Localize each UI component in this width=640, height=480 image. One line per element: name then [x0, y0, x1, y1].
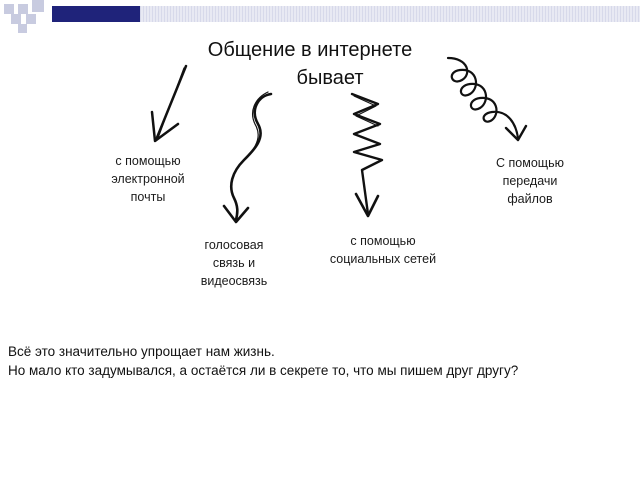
footer-text — [8, 342, 628, 380]
branch-social-line-2: социальных сетей — [329, 252, 437, 266]
branch-voice-line-2: связь и — [212, 256, 256, 270]
branch-voice-line-1: голосовая — [204, 238, 264, 252]
branch-files-line-2: передачи — [502, 174, 558, 188]
branch-files-line-3: файлов — [507, 192, 553, 206]
branch-email-line-3: почты — [130, 190, 166, 204]
branch-files — [478, 154, 582, 208]
footer-line-1: Всё это значительно упрощает нам жизнь. — [8, 344, 275, 359]
branch-voice-video — [186, 236, 282, 290]
branch-files-line-1: С помощью — [496, 156, 564, 170]
title-line-1: Общение в интернете — [207, 39, 413, 61]
arrow-to-email — [152, 66, 186, 141]
arrow-to-voice — [224, 92, 271, 222]
branch-email — [92, 152, 204, 206]
branch-email-line-2: электронной — [111, 172, 185, 186]
arrow-to-social — [352, 94, 382, 216]
title-line-2: бывает — [296, 67, 364, 89]
branch-social — [314, 232, 452, 268]
branch-voice-line-3: видеосвязь — [200, 274, 268, 288]
arrow-to-files — [448, 58, 526, 140]
branch-email-line-1: с помощью — [115, 154, 181, 168]
footer-line-2: Но мало кто задумывался, а остаётся ли в секрете то, что мы пишем друг другу? — [8, 363, 519, 378]
branch-social-line-1: с помощью — [350, 234, 416, 248]
